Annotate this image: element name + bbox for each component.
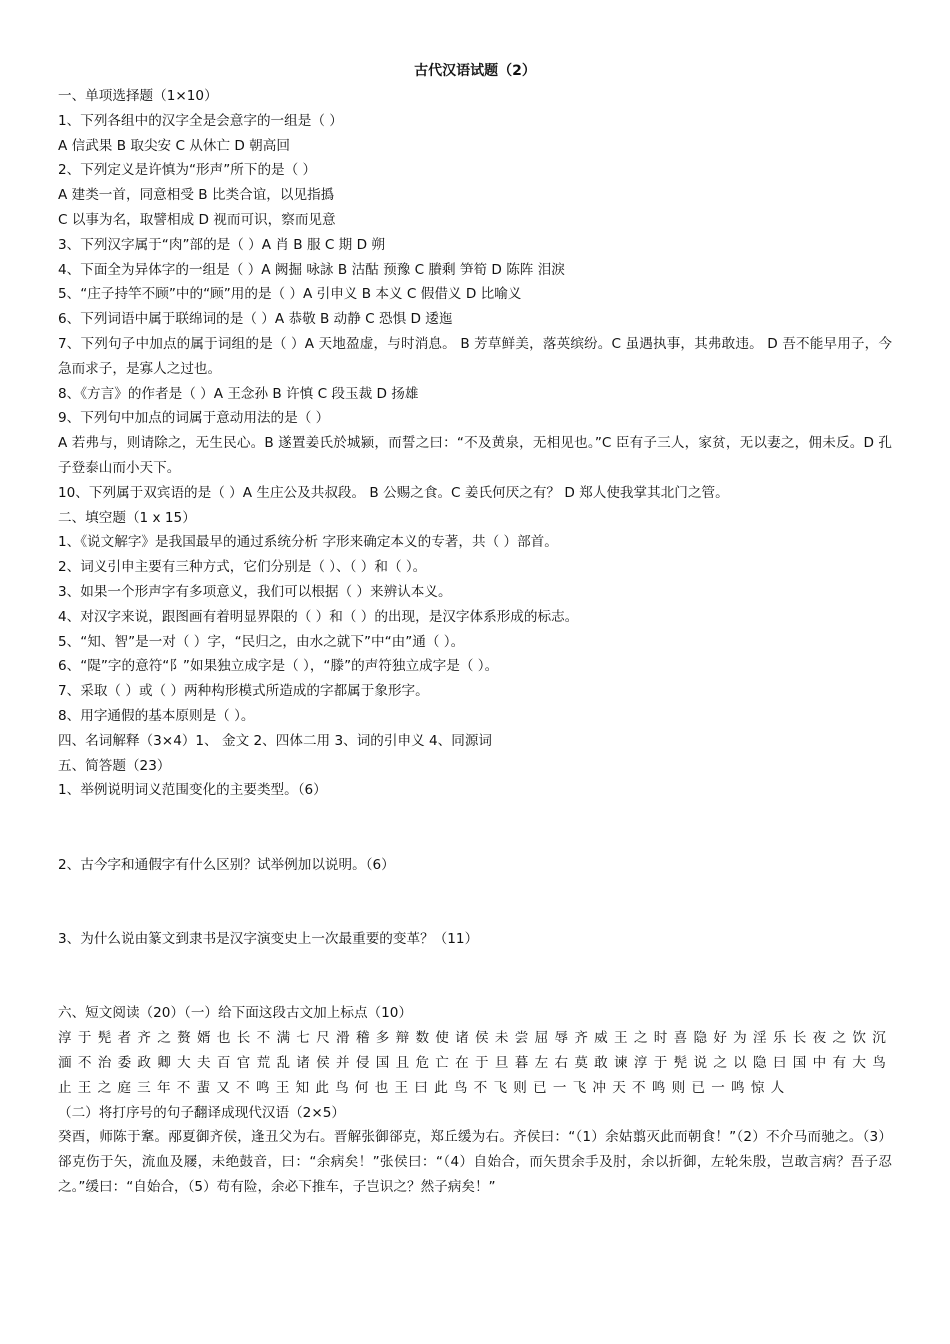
blank-1: 1、《说文解字》是我国最早的通过系统分析 字形来确定本义的专著，共（ ）部首。 (58, 534, 558, 551)
question-8: 8、《方言》的作者是（ ）A 王念孙 B 许慎 C 段玉裁 D 扬雄 (58, 385, 419, 402)
question-3: 3、下列汉字属于“肉”部的是（ ）A 肖 B 服 C 期 D 朔 (58, 236, 385, 253)
short-answer-2: 2、古今字和通假字有什么区别？试举例加以说明。（6） (58, 856, 395, 873)
page-title: 古代汉语试题（2） (414, 63, 536, 79)
answer-space (58, 803, 892, 853)
answer-space (58, 952, 892, 1002)
question-9-options: A 若弗与，则请除之，无生民心。B 遂置姜氏於城颍，而誓之曰：“不及黄泉，无相见也。”C 臣有子三人，家贫，无以妻之，佣未反。D 孔子登泰山而小天下。 (58, 435, 892, 476)
question-5: 5、“庄子持竿不顾”中的“顾”用的是（ ）A 引申义 B 本义 C 假借义 D 比喻义 (58, 286, 522, 303)
translation-passage: 癸酉，师陈于鞌。邴夏御齐侯，逢丑父为右。晋解张御郤克，郑丘缓为右。齐侯曰：“（1）余姑翦灭此而朝食！”（2）不介马而驰之。（3）郤克伤于矢，流血及屦，未绝鼓音，曰：“余病矣！”张侯曰：“（4）自始合，而矢贯余手及肘，余以折御，左轮朱殷，岂敢言病？吾子忍之。”缓曰：“自始合，（5）苟有险，余必下推车，子岂识之？然子病矣！” (58, 1129, 892, 1196)
question-10: 10、下列属于双宾语的是（ ）A 生庄公及共叔段。 B 公赐之食。C 姜氏何厌之有？ D 郑人使我掌其北门之管。 (58, 484, 729, 501)
question-7: 7、下列句子中加点的属于词组的是（ ）A 天地盈虚，与时消息。 B 芳草鲜美，落英缤纷。C 虽遇执事，其弗敢违。 D 吾不能早用子，今急而求子，是寡人之过也。 (58, 335, 892, 377)
short-answer-3: 3、为什么说由篆文到隶书是汉字演变史上一次最重要的变革？（11） (58, 931, 479, 948)
question-9: 9、下列句中加点的词属于意动用法的是（ ） (58, 410, 330, 427)
section-heading-fill-blank: 二、填空题（1 x 15） (58, 509, 196, 526)
blank-8: 8、用字通假的基本原则是（ ）。 (58, 707, 255, 724)
section-heading-single-choice: 一、单项选择题（1×10） (58, 88, 218, 104)
blank-3: 3、如果一个形声字有多项意义，我们可以根据（ ）来辨认本义。 (58, 583, 452, 600)
blank-6: 6、“隄”字的意符“阝”如果独立成字是（ ），“滕”的声符独立成字是（ ）。 (58, 658, 499, 675)
question-6: 6、下列词语中属于联绵词的是（ ）A 恭敬 B 动静 C 恐惧 D 逶迤 (58, 311, 453, 328)
unpunctuated-passage: 淳于髡者齐之赘婿也长不满七尺滑稽多辩数使诸侯未尝屈辱齐威王之时喜隐好为淫乐长夜之饮沉湎不治委政卿大夫百官荒乱诸侯并侵国且危亡在于旦暮左右莫敢谏淳于髡说之以隐曰国中有大鸟止王之庭三年不蜚又不鸣王知此鸟何也王曰此鸟不飞则已一飞冲天不鸣则已一鸣惊人 (58, 1030, 892, 1096)
answer-space (58, 878, 892, 928)
question-2-options-cd: C 以事为名，取譬相成 D 视而可识，察而见意 (58, 211, 336, 228)
question-2: 2、下列定义是许慎为“形声”所下的是（ ） (58, 162, 317, 179)
blank-5: 5、“知、智”是一对（ ）字，“民归之，由水之就下”中“由”通（ ）。 (58, 633, 465, 650)
question-1: 1、下列各组中的汉字全是会意字的一组是（ ） (58, 112, 343, 129)
short-answer-1: 1、举例说明词义范围变化的主要类型。（6） (58, 782, 327, 799)
blank-7: 7、采取（ ）或（ ）两种构形模式所造成的字都属于象形字。 (58, 683, 429, 700)
section-heading-reading: 六、短文阅读（20）（一）给下面这段古文加上标点（10） (58, 1005, 413, 1022)
blank-4: 4、对汉字来说，跟图画有着明显界限的（ ）和（ ）的出现，是汉字体系形成的标志。 (58, 608, 579, 625)
question-1-options: A 信武果 B 取尖安 C 从休亡 D 朝高回 (58, 137, 290, 154)
question-2-options-ab: A 建类一首，同意相受 B 比类合谊，以见指撝 (58, 187, 335, 204)
question-4: 4、下面全为异体字的一组是（ ）A 阙掘 咏詠 B 沽酤 预豫 C 賸剩 笋筍 D 陈阵 泪淚 (58, 261, 565, 278)
section-heading-terms: 四、名词解释（3×4）1、 金文 2、四体二用 3、词的引申义 4、同源词 (58, 732, 493, 749)
translation-heading: （二）将打序号的句子翻译成现代汉语（2×5） (58, 1104, 345, 1121)
blank-2: 2、词义引申主要有三种方式，它们分别是（ ）、（ ）和（ ）。 (58, 559, 427, 576)
section-heading-short-answer: 五、简答题（23） (58, 757, 171, 774)
